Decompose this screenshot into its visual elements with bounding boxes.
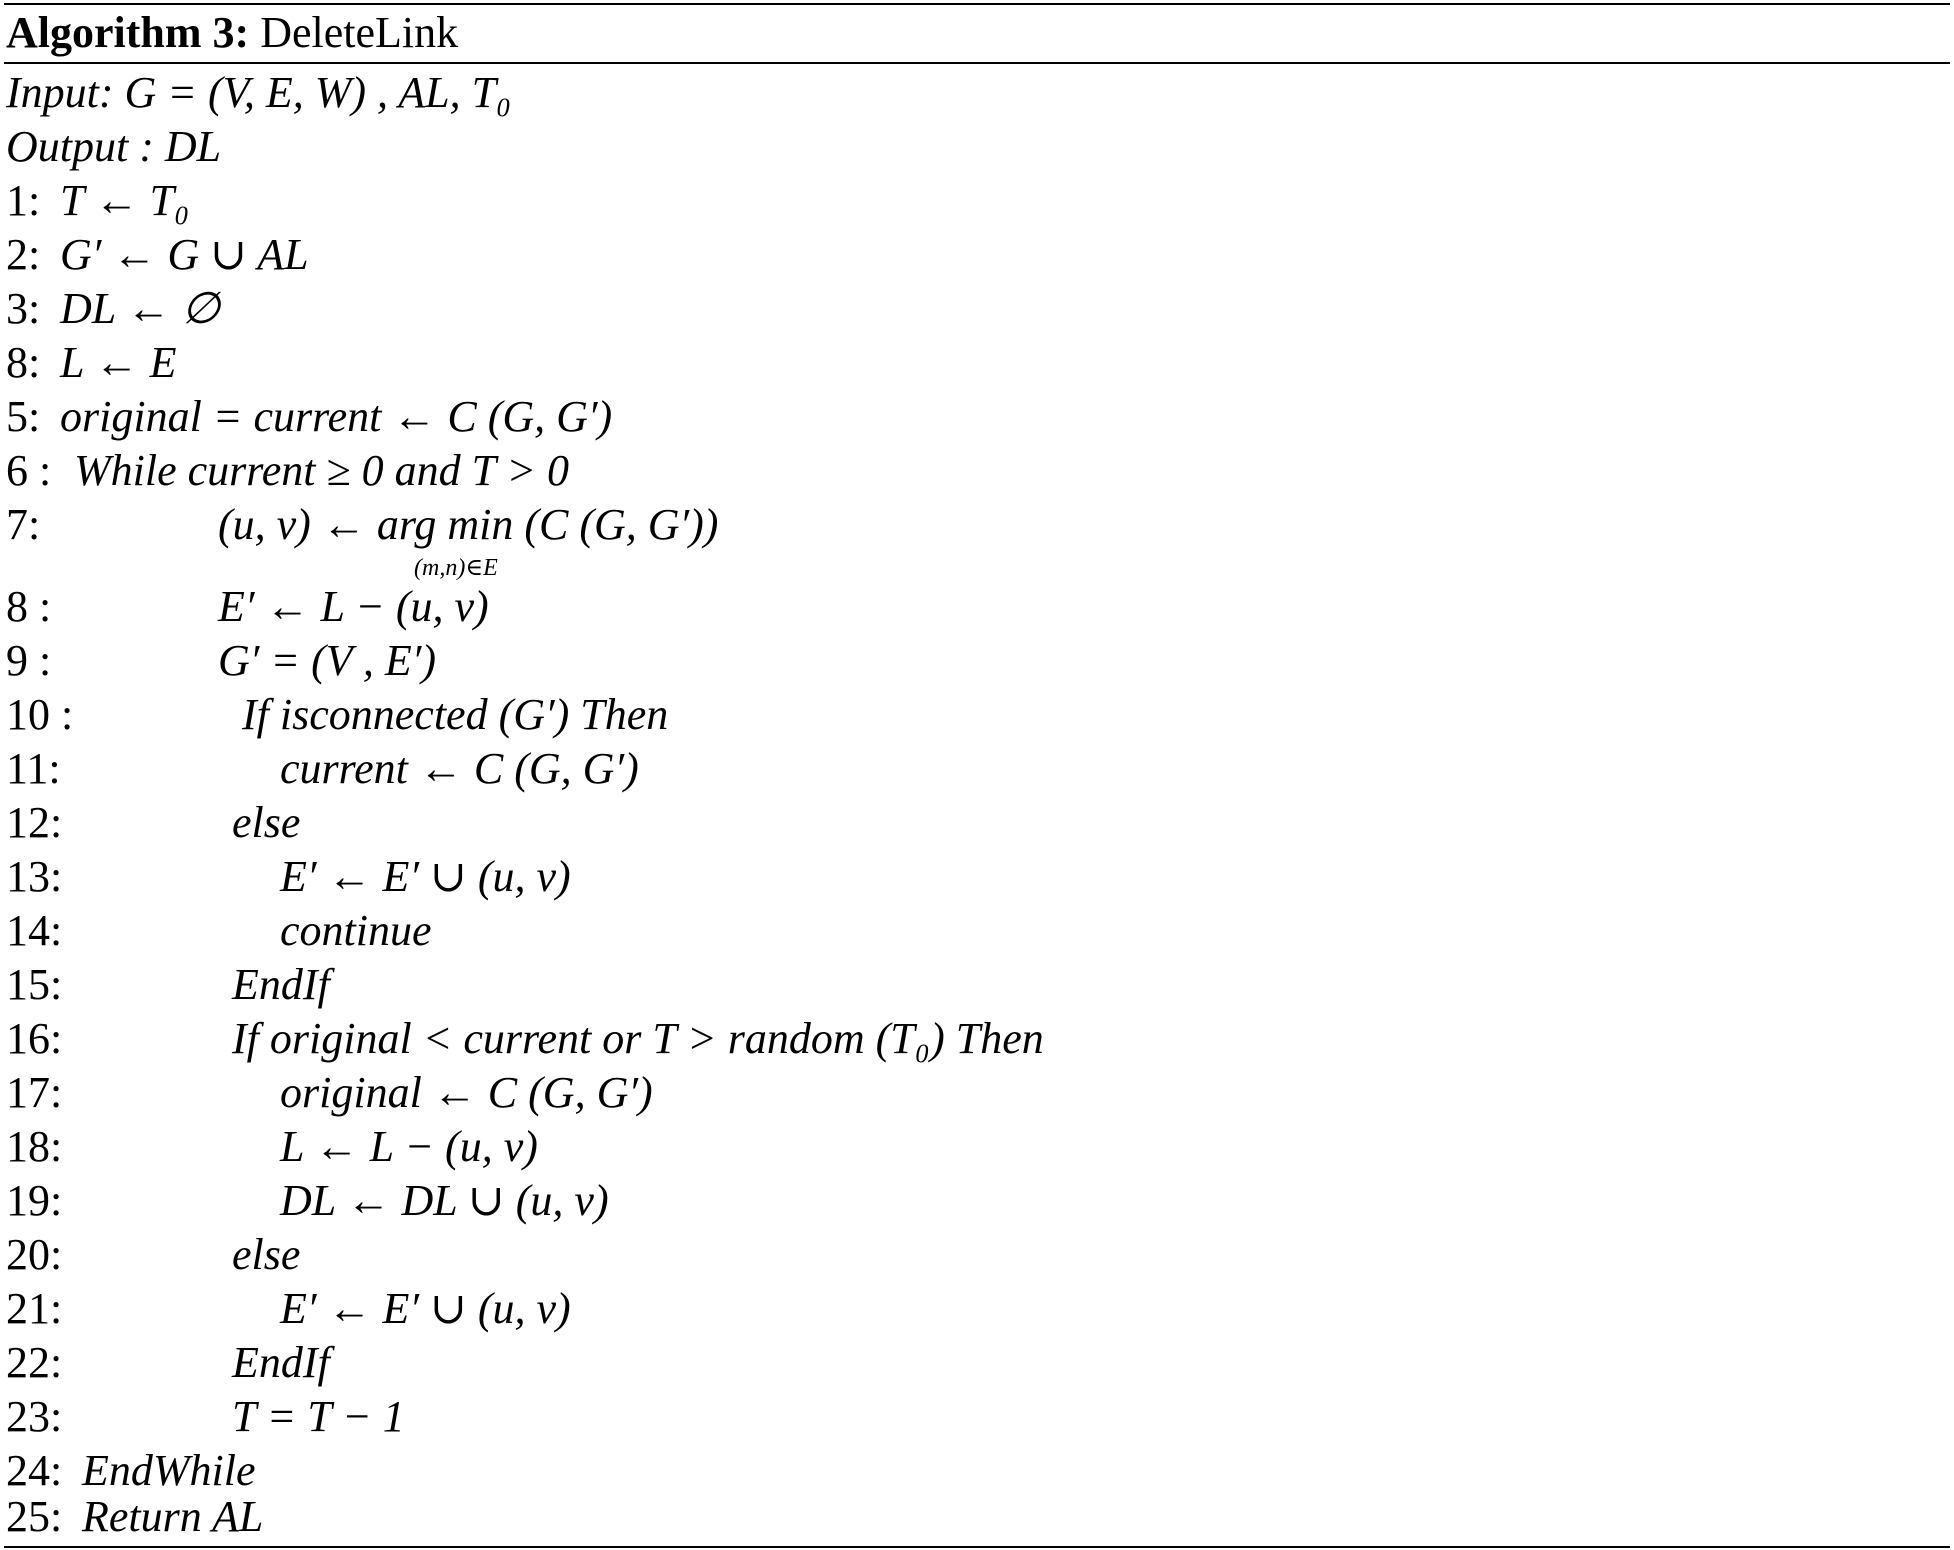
line-code: If isconnected (G′) Then — [242, 690, 669, 739]
argmin-subscript: (m,n)∈E — [414, 555, 498, 581]
line-number: 18: — [6, 1122, 63, 1171]
line-number: 11: — [6, 744, 61, 793]
line-number: 21: — [6, 1284, 63, 1333]
line-number: 17: — [6, 1068, 63, 1117]
algorithm-label: Algorithm 3: — [6, 8, 250, 57]
line-code: E′ ← L − (u, v) — [218, 582, 489, 631]
line-code: original ← C (G, G′) — [280, 1068, 653, 1117]
line-number: 25: — [6, 1492, 63, 1541]
line-number: 20: — [6, 1230, 63, 1279]
line-number: 14: — [6, 906, 63, 955]
line-code: G′ = (V , E′) — [218, 636, 436, 685]
line-code: else — [232, 1230, 301, 1279]
line-number: 5: — [6, 392, 41, 441]
line-code: else — [232, 798, 301, 847]
top-rule — [4, 3, 1950, 5]
line-code: DL ← ∅ — [60, 284, 220, 333]
line-code: original = current ← C (G, G′) — [60, 392, 613, 441]
line-number: 22: — [6, 1338, 63, 1387]
line-code: L ← E — [60, 338, 177, 387]
line-number: 13: — [6, 852, 63, 901]
line-number: 24: — [6, 1446, 63, 1495]
line-number: 10 : — [6, 690, 74, 739]
line-code: Output : DL — [6, 122, 222, 171]
line-code: EndIf — [232, 960, 330, 1009]
line-number: 9 : — [6, 636, 52, 685]
line-code: While current ≥ 0 and T > 0 — [74, 446, 570, 495]
line-number: 1: — [6, 176, 41, 225]
line-code: L ← L − (u, v) — [280, 1122, 538, 1171]
line-code: E′ ← E′ ∪ (u, v) — [280, 852, 571, 901]
line-number: 3: — [6, 284, 41, 333]
line-number: 2: — [6, 230, 41, 279]
line-code: EndIf — [232, 1338, 330, 1387]
line-code: continue — [280, 906, 432, 955]
line-number: 6 : — [6, 446, 52, 495]
algorithm-name: DeleteLink — [260, 8, 459, 57]
line-number: 23: — [6, 1392, 63, 1441]
line-code: DL ← DL ∪ (u, v) — [280, 1176, 609, 1225]
header-rule — [4, 62, 1950, 64]
bottom-rule — [4, 1546, 1950, 1548]
line-code: G′ ← G ∪ AL — [60, 230, 309, 279]
line-code: E′ ← E′ ∪ (u, v) — [280, 1284, 571, 1333]
line-number: 8 : — [6, 582, 52, 631]
algorithm-caption — [6, 6, 458, 60]
line-code: If original < current or T > random (T₀) Then — [232, 1014, 1044, 1063]
line-code: T ← T₀ — [60, 176, 190, 225]
line-code: T = T − 1 — [232, 1392, 405, 1441]
line-number: 8: — [6, 338, 41, 387]
line-code: Input: G = (V, E, W) , AL, T₀ — [6, 68, 512, 117]
line-number: 7: — [6, 500, 41, 549]
line-code: (u, v) ← arg min (C (G, G′)) — [218, 500, 719, 549]
line-code: EndWhile — [82, 1446, 256, 1495]
line-code: current ← C (G, G′) — [280, 744, 639, 793]
line-number: 15: — [6, 960, 63, 1009]
line-number: 19: — [6, 1176, 63, 1225]
line-number: 12: — [6, 798, 63, 847]
line-code: Return AL — [82, 1492, 264, 1541]
line-number: 16: — [6, 1014, 63, 1063]
